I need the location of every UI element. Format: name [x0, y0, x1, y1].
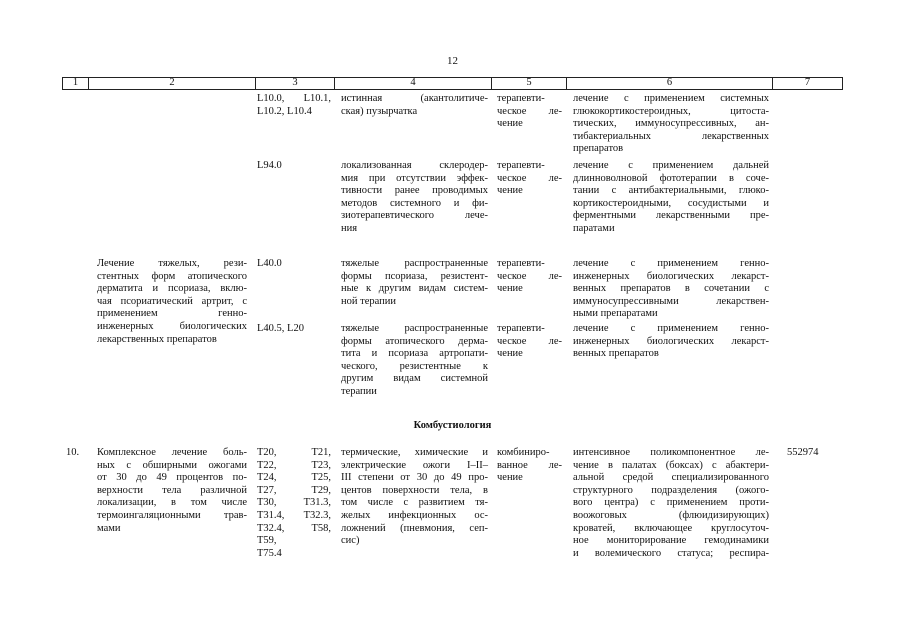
item-number: 10. [66, 447, 80, 458]
item-name: Комплексное лечение боль- ных с обширными ожогами от 30 до 49 процентов по- верхности тела различной локализации, в том числе термоингаляционными трав- мами [97, 447, 247, 534]
item-model: термические, химические и электрические ожоги I–II– III степени от 30 до 49 про- центов поверхности тела, в том числе с развитием тя- желых инфекционных ос- ложнений (пневмония, сеп- сис) [341, 447, 488, 547]
item-codes: T20, T21, T22, T23, T24, T25, T27, T29, T30, T31.3, T31.4, T32.3, T32.4, T58, T59, T75.4 [257, 447, 331, 559]
header-col-6: 6 [567, 77, 773, 89]
row-type: терапевти- ческое ле- чение [497, 258, 562, 295]
row-method: лечение с применением генно- инженерных биологических лекарст- венных препаратов [573, 323, 769, 360]
row-type: терапевти- ческое ле- чение [497, 160, 562, 197]
row-codes: L40.5, L20 [257, 323, 304, 334]
header-col-7: 7 [773, 77, 843, 89]
item-type: комбиниро- ванное ле- чение [497, 447, 562, 484]
header-col-4: 4 [335, 77, 492, 89]
row-model: локализованная склеродер- мия при отсутствии эффек- тивности ранее проводимых методов системного и фи- зиотерапевтического лече- ния [341, 160, 488, 234]
section-title: Комбустиология [413, 420, 492, 431]
row-method: лечение с применением системных глюкокортикостероидных, цитоста- тических, иммуносупрессивных, ан- тибактериальных лекарственных препаратов [573, 93, 769, 155]
row-method: лечение с применением дальней длинноволновой фототерапии в соче- тании с антибактериальными, глюко- кортикостероидными, сосудистыми и ферментными лекарственными пре- паратами [573, 160, 769, 234]
item-cost: 552974 [787, 447, 819, 458]
page-number: 12 [447, 55, 458, 67]
row-type: терапевти- ческое ле- чение [497, 93, 562, 130]
row-model: тяжелые распространенные формы псориаза, резистент- ные к другим видам систем- ной терапии [341, 258, 488, 307]
header-col-3: 3 [256, 77, 335, 89]
header-col-5: 5 [492, 77, 567, 89]
header-col-1: 1 [62, 77, 89, 89]
row-codes: L40.0 [257, 258, 282, 269]
row-model: истинная (акантолитиче- ская) пузырчатка [341, 93, 488, 117]
row-codes: L10.0, L10.1, L10.2, L10.4 [257, 93, 331, 117]
header-bottom-rule [62, 89, 843, 90]
row-codes: L94.0 [257, 160, 282, 171]
row-method: лечение с применением генно- инженерных биологических лекарст- венных препаратов в сочетании с иммуносупрессивными лекарствен- ными препаратами [573, 258, 769, 320]
group-name: Лечение тяжелых, рези- стентных форм атопического дерматита и псориаза, вклю- чая псориатический артрит, с применением генно- инженерных биологических лекарственных препаратов [97, 258, 247, 345]
row-model: тяжелые распространенные формы атопического дерма- тита и псориаза артропати- ческого, резистентные к другим видам системной терапии [341, 323, 488, 397]
row-type: терапевти- ческое ле- чение [497, 323, 562, 360]
header-col-2: 2 [89, 77, 256, 89]
item-method: интенсивное поликомпонентное ле- чение в палатах (боксах) с абактери- альной средой специализированного структурного подразделения (ожого- вого центра) с применением проти- воожоговых (флюидизирующих) кроватей, включающее круглосуточ- ное мониторирование гемодинамики и волемического статуса; респира- [573, 447, 769, 559]
